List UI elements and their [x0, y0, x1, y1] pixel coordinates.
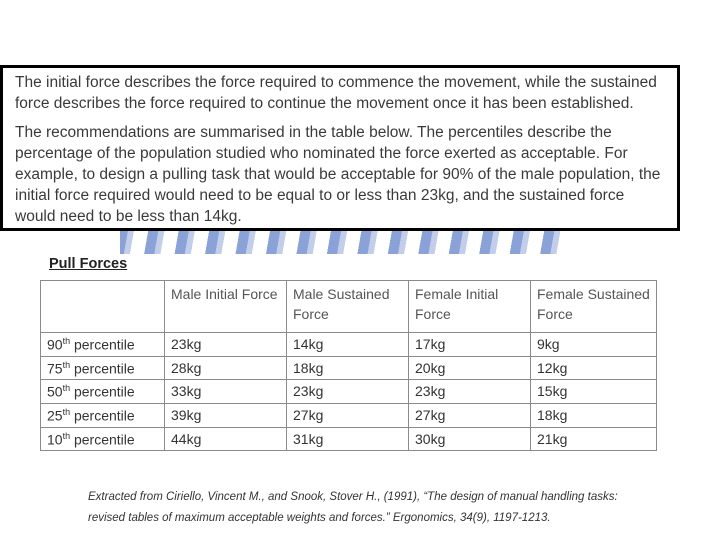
table-cell: 18kg [287, 356, 409, 380]
table-cell: 33kg [165, 380, 287, 404]
table-row [41, 427, 657, 451]
table-row [41, 380, 657, 404]
table-cell: 28kg [165, 356, 287, 380]
table-cell: 23kg [165, 333, 287, 357]
description-textbox [0, 65, 680, 231]
row-label: 75th percentile [41, 356, 165, 380]
table-cell: 20kg [409, 356, 531, 380]
table-cell: 14kg [287, 333, 409, 357]
header-cell [41, 281, 165, 333]
paragraph-recommendations: The recommendations are summarised in the table below. The percentiles describe the percentage of the population studied who nominated the force exerted as acceptable. For example, to design a pulling task that would be acceptable for 90% of the male population, the initial force required would need to be equal to or less than 23kg, and the sustained force would need to be less than 14kg. [15, 124, 661, 225]
table-cell: 17kg [409, 333, 531, 357]
table-cell: 23kg [287, 380, 409, 404]
source-caption [88, 487, 688, 529]
table-row [41, 356, 657, 380]
row-label: 10th percentile [41, 427, 165, 451]
table-cell: 39kg [165, 403, 287, 427]
table-header-row [41, 281, 657, 333]
table-cell: 31kg [287, 427, 409, 451]
caption-line: Extracted from Ciriello, Vincent M., and Snook, Stover H., (1991), “The design of manual handling tasks: [88, 491, 618, 503]
header-cell: Male Initial Force [165, 281, 287, 333]
table-cell: 15kg [531, 380, 657, 404]
table-cell: 27kg [409, 403, 531, 427]
header-cell: Female Initial Force [409, 281, 531, 333]
caption-line: revised tables of maximum acceptable weights and forces.” Ergonomics, 34(9), 1197-1213. [88, 512, 551, 524]
table-cell: 21kg [531, 427, 657, 451]
table-cell: 30kg [409, 427, 531, 451]
table-row [41, 403, 657, 427]
table-cell: 9kg [531, 333, 657, 357]
pull-forces-table [40, 280, 657, 451]
row-label: 25th percentile [41, 403, 165, 427]
table-title: Pull Forces [49, 256, 128, 272]
table-cell: 23kg [409, 380, 531, 404]
row-label: 50th percentile [41, 380, 165, 404]
table-cell: 18kg [531, 403, 657, 427]
header-cell: Female Sustained Force [531, 281, 657, 333]
table-cell: 12kg [531, 356, 657, 380]
table-cell: 44kg [165, 427, 287, 451]
paragraph-initial-sustained: The initial force describes the force required to commence the movement, while the sustained force describes the force required to continue the movement once it has been established. [15, 74, 657, 112]
table-cell: 27kg [287, 403, 409, 427]
header-cell: Male Sustained Force [287, 281, 409, 333]
row-label: 90th percentile [41, 333, 165, 357]
table-row [41, 333, 657, 357]
